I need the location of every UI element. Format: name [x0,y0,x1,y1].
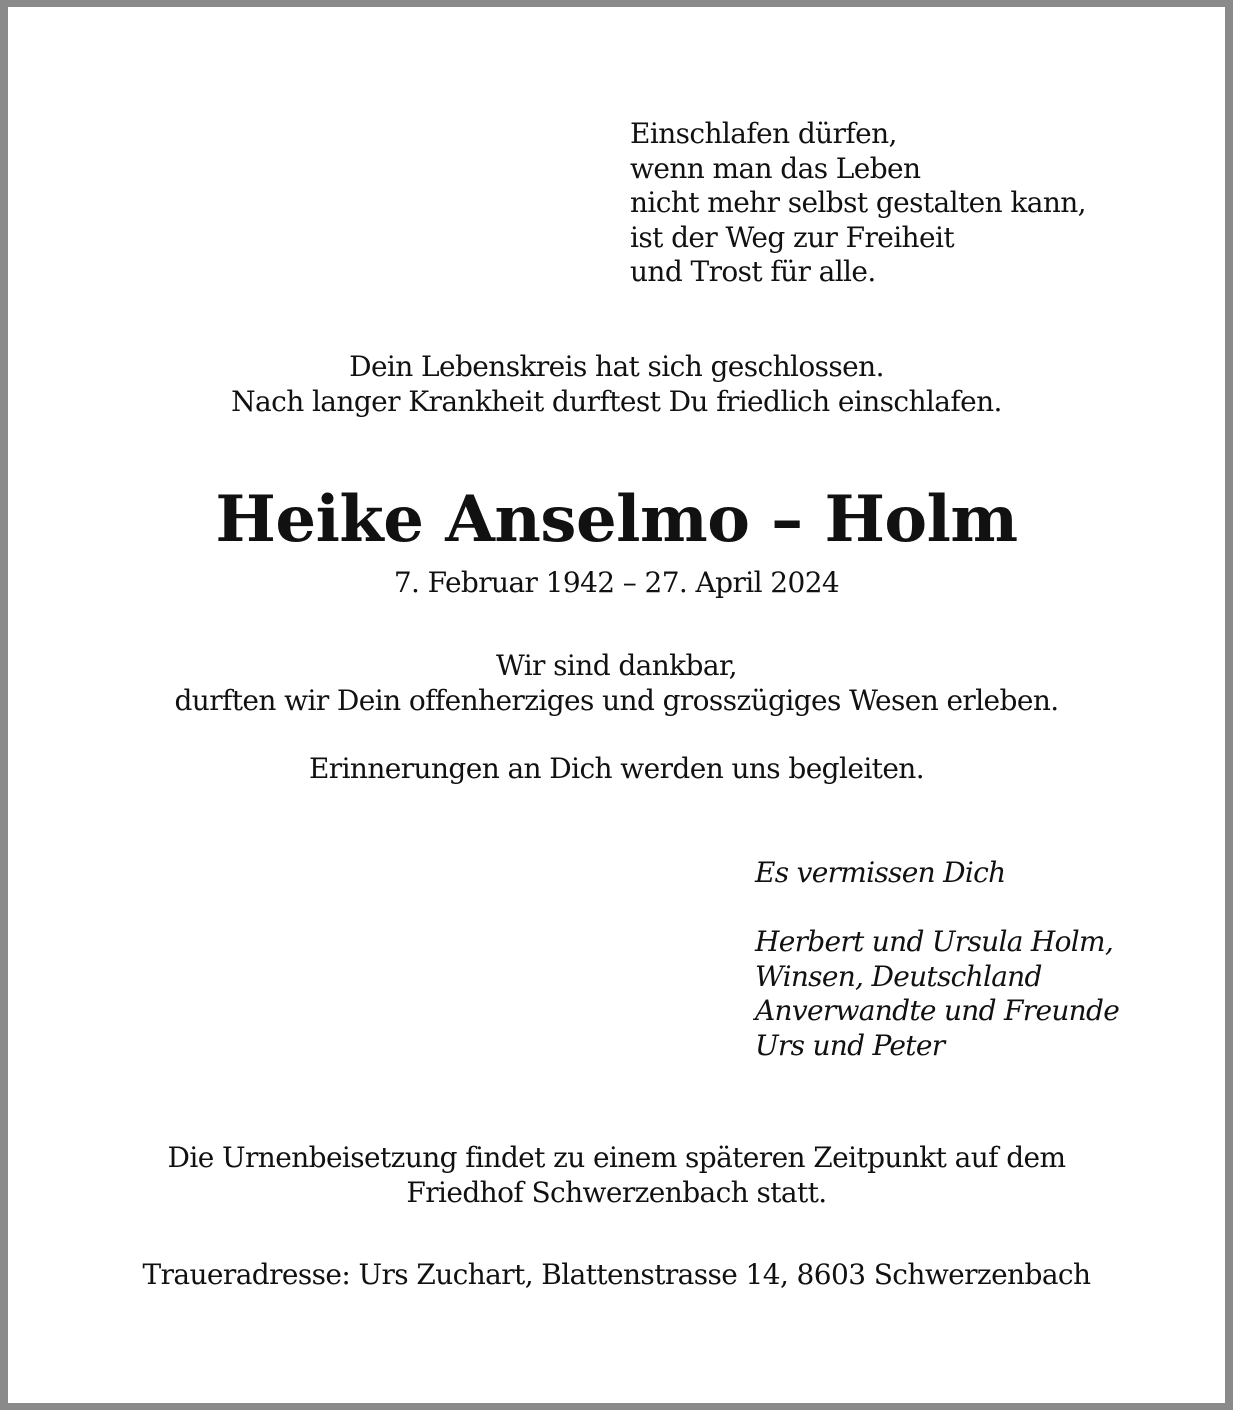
intro-text [8,349,1225,419]
mourners-block [755,856,1119,1063]
mourner-line: Herbert und Ursula Holm, [755,925,1114,958]
memories-text: Erinnerungen an Dich werden uns begleiten. [308,752,925,785]
intro-line: Nach langer Krankheit durftest Du friedlich einschlafen. [231,385,1002,418]
gratitude-line: durften wir Dein offenherziges und grosszügiges Wesen erleben. [174,684,1059,717]
mourning-address: Traueradresse: Urs Zuchart, Blattenstrasse 14, 8603 Schwerzenbach [142,1258,1091,1291]
life-dates: 7. Februar 1942 – 27. April 2024 [393,566,840,599]
burial-line: Die Urnenbeisetzung findet zu einem späteren Zeitpunkt auf dem [167,1141,1066,1174]
poem-line: Einschlafen dürfen, [630,117,897,150]
burial-notice [8,1140,1225,1210]
mourner-line: Urs und Peter [755,1028,945,1062]
gratitude-text [8,648,1225,718]
poem-line: und Trost für alle. [630,255,876,288]
obituary-page [8,7,1225,1403]
gratitude-line: Wir sind dankbar, [496,649,737,682]
mourner-line: Winsen, Deutschland [755,959,1042,993]
mourner-line: Anverwandte und Freunde [755,994,1120,1027]
burial-line: Friedhof Schwerzenbach statt. [406,1176,827,1209]
poem [630,117,1086,290]
poem-line: nicht mehr selbst gestalten kann, [630,186,1086,219]
intro-line: Dein Lebenskreis hat sich geschlossen. [349,350,884,383]
poem-line: wenn man das Leben [630,151,921,185]
poem-line: ist der Weg zur Freiheit [630,220,954,254]
deceased-name: Heike Anselmo – Holm [215,482,1018,557]
mourners-heading: Es vermissen Dich [755,856,1006,889]
